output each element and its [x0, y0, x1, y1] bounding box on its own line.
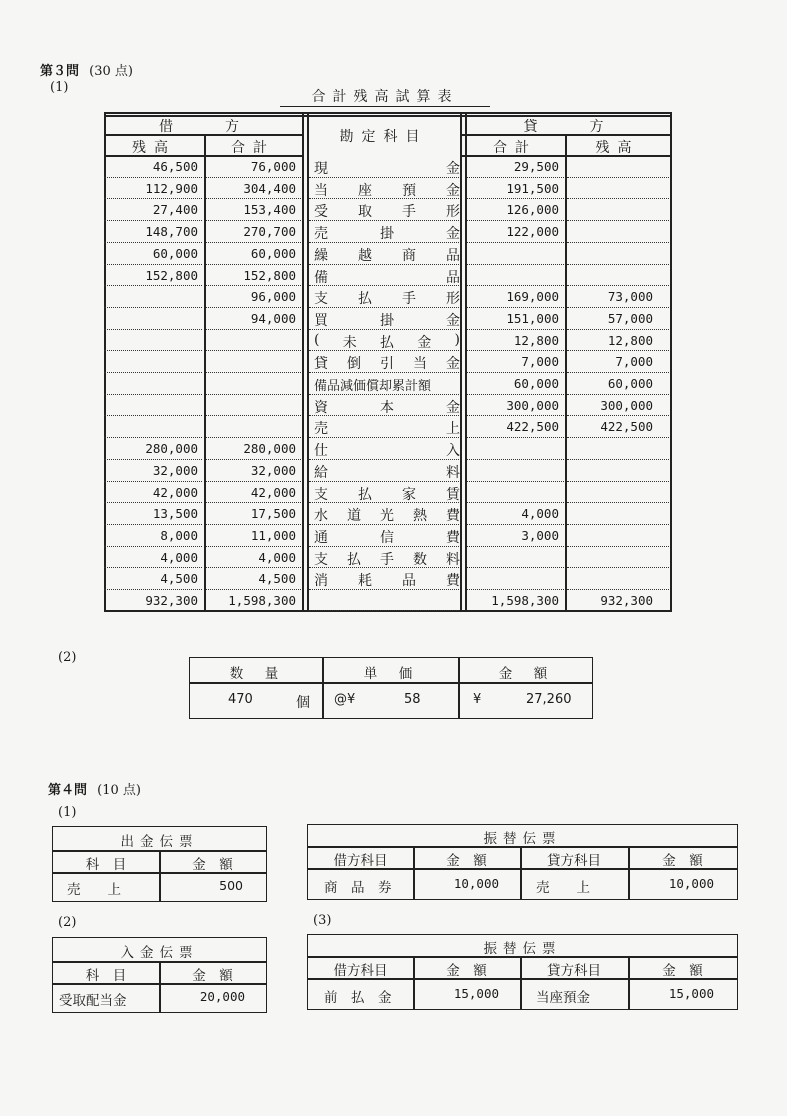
transfer1-amount-col: 金 額 [446, 853, 487, 869]
row-separator [206, 524, 301, 525]
account-name-cell: 売 上 [314, 421, 460, 438]
transfer2-amount-col: 金 額 [446, 963, 487, 979]
debit-total-cell: 152,800 [243, 267, 296, 283]
account-name-cell: 現 金 [314, 161, 460, 177]
debit-balance-cell: 4,000 [160, 549, 198, 565]
transfer2-debit-col: 借方科目 [333, 963, 388, 979]
row-separator [206, 350, 301, 351]
row-separator [309, 394, 459, 395]
row-separator [309, 502, 459, 503]
transfer2-debit-item: 前 払 金 [324, 990, 392, 1006]
row-separator [567, 502, 669, 503]
cash-receipt-title: 入金伝票 [120, 945, 199, 961]
row-separator [206, 372, 301, 373]
row-separator [104, 481, 202, 482]
amount-prefix: ¥ [473, 692, 482, 707]
q3-heading-row [40, 60, 133, 79]
credit-balance-cell: 73,000 [607, 289, 653, 305]
account-name-cell: 売 掛 金 [314, 226, 460, 243]
row-separator [567, 372, 669, 373]
cash-payment-amount-header: 金 額 [192, 857, 233, 873]
row-separator [206, 329, 301, 330]
debit-total-cell: 11,000 [250, 527, 296, 543]
credit-balance-header: 残高 [595, 140, 640, 156]
debit-total-cell: 96,000 [250, 289, 296, 305]
row-separator [309, 567, 459, 568]
q4-part3-label: (3) [313, 913, 332, 928]
transfer2-title: 振替伝票 [483, 941, 562, 957]
row-separator [206, 567, 301, 568]
row-separator [206, 307, 301, 308]
row-separator [104, 589, 202, 590]
row-separator [309, 220, 459, 221]
row-separator [104, 567, 202, 568]
row-separator [309, 242, 459, 243]
transfer-slip-1 [307, 824, 738, 900]
transfer-slip-2 [307, 934, 738, 1010]
q3-part1-label: (1) [50, 80, 69, 95]
debit-balance-cell: 13,500 [152, 506, 198, 522]
cash-payment-title: 出金伝票 [120, 834, 199, 850]
credit-balance-cell: 422,500 [600, 419, 653, 435]
row-separator [104, 198, 202, 199]
row-separator [206, 437, 301, 438]
row-separator [206, 264, 301, 265]
transfer2-debit-amount: 15,000 [453, 986, 499, 1001]
row-separator [206, 394, 301, 395]
cash-receipt-slip [52, 937, 267, 1013]
transfer1-debit-item: 商 品 券 [324, 880, 392, 896]
row-separator [467, 307, 564, 308]
account-name-cell: 支 払 家 賃 [314, 486, 460, 503]
credit-total-cell: 12,800 [513, 332, 559, 348]
row-separator [104, 307, 202, 308]
row-separator [206, 546, 301, 547]
q3-points: (30 点) [89, 64, 133, 79]
row-separator [467, 329, 564, 330]
unit-price-header: 単 価 [363, 666, 417, 682]
row-separator [309, 285, 459, 286]
row-separator [567, 329, 669, 330]
row-separator [567, 350, 669, 351]
debit-total-cell: 76,000 [250, 159, 296, 174]
total-debit-total: 1,598,300 [228, 593, 296, 608]
debit-total-cell: 153,400 [243, 202, 296, 218]
row-separator [309, 372, 459, 373]
q4-part1-label: (1) [58, 805, 77, 820]
credit-total-cell: 191,500 [506, 180, 559, 196]
cash-receipt-item: 受取配当金 [59, 993, 127, 1009]
debit-total-cell: 304,400 [243, 180, 296, 196]
row-separator [567, 459, 669, 460]
row-separator [309, 177, 459, 178]
q4-heading-row [48, 779, 141, 798]
row-separator [467, 524, 564, 525]
credit-total-cell: 3,000 [521, 527, 559, 543]
transfer2-amount-col2: 金 額 [662, 963, 703, 979]
account-name-cell: 貸 倒 引 当 金 [314, 356, 460, 373]
row-separator [567, 567, 669, 568]
credit-total-header: 合計 [493, 140, 537, 156]
row-separator [104, 264, 202, 265]
row-separator [104, 242, 202, 243]
row-separator [104, 546, 202, 547]
credit-balance-cell: 7,000 [615, 354, 653, 370]
transfer1-amount-col2: 金 額 [662, 853, 703, 869]
credit-total-cell: 4,000 [521, 506, 559, 522]
cash-payment-item: 売 上 [67, 882, 121, 898]
row-separator [467, 567, 564, 568]
row-separator [467, 437, 564, 438]
row-separator [104, 285, 202, 286]
debit-header: 借 方 [159, 119, 247, 135]
quantity-value: 470 [228, 692, 253, 707]
row-separator [567, 394, 669, 395]
row-separator [567, 546, 669, 547]
row-separator [309, 437, 459, 438]
account-name-cell: 資 本 金 [314, 399, 460, 416]
debit-balance-cell: 148,700 [145, 224, 198, 240]
account-name-cell: 水 道 光 熱 費 [314, 508, 460, 525]
debit-total-cell: 17,500 [250, 506, 296, 522]
transfer1-credit-col: 貸方科目 [547, 853, 601, 869]
row-separator [104, 394, 202, 395]
row-separator [104, 329, 202, 330]
debit-balance-cell: 27,400 [152, 202, 198, 218]
row-separator [104, 459, 202, 460]
row-separator [309, 546, 459, 547]
credit-total-cell: 7,000 [521, 354, 559, 370]
row-separator [467, 198, 564, 199]
transfer1-debit-col: 借方科目 [333, 853, 388, 869]
q3-heading: 第３問 [40, 64, 80, 79]
row-separator [206, 220, 301, 221]
row-separator [309, 589, 459, 590]
q4-part2-label: (2) [58, 915, 77, 930]
quantity-unit: 個 [296, 695, 310, 711]
row-separator [567, 307, 669, 308]
debit-total-cell: 270,700 [243, 224, 296, 240]
trial-balance-title: 合計残高試算表 [280, 88, 490, 107]
transfer2-credit-col: 貸方科目 [547, 963, 601, 979]
row-separator [104, 524, 202, 525]
debit-balance-cell: 112,900 [145, 180, 198, 196]
credit-balance-cell: 12,800 [607, 332, 653, 348]
row-separator [467, 394, 564, 395]
debit-balance-cell: 42,000 [152, 484, 198, 500]
credit-total-cell: 300,000 [506, 397, 559, 413]
credit-total-cell: 169,000 [506, 289, 559, 305]
account-name-cell: 通 信 費 [314, 529, 460, 546]
row-separator [567, 220, 669, 221]
row-separator [567, 437, 669, 438]
row-separator [567, 524, 669, 525]
row-separator [206, 242, 301, 243]
row-separator [467, 177, 564, 178]
row-separator [467, 546, 564, 547]
row-separator [467, 481, 564, 482]
account-name-cell: 当 座 預 金 [314, 182, 460, 199]
row-separator [309, 481, 459, 482]
row-separator [467, 285, 564, 286]
row-separator [104, 350, 202, 351]
credit-balance-cell: 300,000 [600, 397, 653, 413]
row-separator [309, 264, 459, 265]
row-separator [467, 372, 564, 373]
row-separator [206, 481, 301, 482]
row-separator [104, 177, 202, 178]
debit-total-header: 合計 [231, 140, 275, 156]
trial-balance-table [104, 112, 670, 612]
transfer2-credit-item: 当座預金 [536, 990, 590, 1006]
row-separator [567, 589, 669, 590]
account-name-cell: 受 取 手 形 [314, 204, 460, 221]
account-name-cell: 繰 越 商 品 [314, 247, 460, 264]
account-name-cell: ( 未 払 金 ) [314, 331, 460, 351]
debit-balance-cell: 60,000 [152, 245, 198, 261]
cash-payment-amount: 500 [219, 878, 243, 893]
account-header: 勘定科目 [339, 129, 428, 145]
row-separator [104, 502, 202, 503]
row-separator [567, 242, 669, 243]
row-separator [309, 329, 459, 330]
cash-receipt-amount-header: 金 額 [192, 968, 233, 984]
row-separator [104, 372, 202, 373]
debit-total-cell: 94,000 [250, 310, 296, 326]
debit-balance-cell: 32,000 [152, 462, 198, 478]
debit-total-cell: 4,000 [258, 549, 296, 565]
unit-price-value: 58 [404, 692, 421, 707]
account-name-cell: 給 料 [314, 464, 460, 481]
row-separator [467, 264, 564, 265]
account-name-cell: 仕 入 [314, 443, 460, 460]
amount-header: 金 額 [498, 666, 552, 682]
debit-total-cell: 280,000 [243, 441, 296, 457]
total-credit-balance: 932,300 [600, 593, 653, 608]
row-separator [206, 415, 301, 416]
account-name-cell: 備品減価償却累計額 [314, 379, 432, 394]
account-name-cell: 買 掛 金 [314, 312, 460, 329]
account-name-cell: 支 払 手 形 [314, 291, 460, 308]
row-separator [467, 415, 564, 416]
row-separator [104, 220, 202, 221]
debit-balance-header: 残高 [132, 140, 176, 156]
row-separator [206, 459, 301, 460]
transfer1-credit-amount: 10,000 [668, 876, 714, 891]
quantity-price-table [189, 657, 593, 719]
cash-receipt-item-header: 科 目 [85, 968, 127, 984]
transfer2-credit-amount: 15,000 [668, 986, 714, 1001]
row-separator [467, 220, 564, 221]
debit-total-cell: 42,000 [250, 484, 296, 500]
row-separator [104, 437, 202, 438]
credit-total-cell: 422,500 [506, 419, 559, 435]
row-separator [567, 177, 669, 178]
row-separator [467, 459, 564, 460]
credit-balance-cell: 60,000 [607, 376, 653, 391]
debit-total-cell: 32,000 [250, 462, 296, 478]
row-separator [567, 198, 669, 199]
row-separator [567, 264, 669, 265]
account-name-cell: 備 品 [314, 269, 460, 286]
row-separator [467, 589, 564, 590]
credit-balance-cell: 57,000 [607, 310, 653, 326]
row-separator [467, 350, 564, 351]
row-separator [104, 415, 202, 416]
debit-balance-cell: 4,500 [160, 571, 198, 587]
row-separator [206, 502, 301, 503]
transfer1-title: 振替伝票 [483, 831, 562, 847]
credit-total-cell: 126,000 [506, 202, 559, 218]
account-name-cell: 支 払 手 数 料 [314, 551, 460, 568]
credit-total-cell: 151,000 [506, 310, 559, 326]
row-separator [309, 459, 459, 460]
q4-points: (10 点) [97, 783, 141, 798]
row-separator [206, 589, 301, 590]
transfer1-credit-item: 売 上 [536, 880, 590, 896]
credit-total-cell: 122,000 [506, 224, 559, 240]
total-debit-balance: 932,300 [145, 593, 198, 608]
row-separator [206, 285, 301, 286]
row-separator [467, 242, 564, 243]
transfer1-debit-amount: 10,000 [453, 876, 499, 891]
debit-balance-cell: 280,000 [145, 441, 198, 457]
unit-price-prefix: @¥ [334, 692, 356, 707]
q3-part2-label: (2) [58, 650, 77, 665]
cash-payment-slip [52, 826, 267, 902]
row-separator [206, 177, 301, 178]
row-separator [567, 481, 669, 482]
q4-heading: 第４問 [48, 783, 88, 798]
debit-total-cell: 4,500 [258, 571, 296, 587]
row-separator [309, 198, 459, 199]
row-separator [309, 524, 459, 525]
debit-balance-cell: 46,500 [152, 159, 198, 174]
debit-balance-cell: 152,800 [145, 267, 198, 283]
quantity-header: 数 量 [229, 666, 283, 682]
credit-header: 貸 方 [523, 119, 612, 135]
row-separator [309, 350, 459, 351]
total-credit-total: 1,598,300 [491, 593, 559, 608]
debit-balance-cell: 8,000 [160, 527, 198, 543]
row-separator [567, 285, 669, 286]
cash-payment-item-header: 科 目 [85, 857, 127, 873]
row-separator [309, 415, 459, 416]
row-separator [567, 415, 669, 416]
row-separator [309, 307, 459, 308]
row-separator [206, 198, 301, 199]
debit-total-cell: 60,000 [250, 245, 296, 261]
amount-value: 27,260 [526, 692, 572, 707]
cash-receipt-amount: 20,000 [199, 989, 245, 1004]
account-name-cell: 消 耗 品 費 [314, 573, 460, 590]
credit-total-cell: 29,500 [513, 159, 559, 174]
credit-total-cell: 60,000 [513, 376, 559, 391]
row-separator [467, 502, 564, 503]
